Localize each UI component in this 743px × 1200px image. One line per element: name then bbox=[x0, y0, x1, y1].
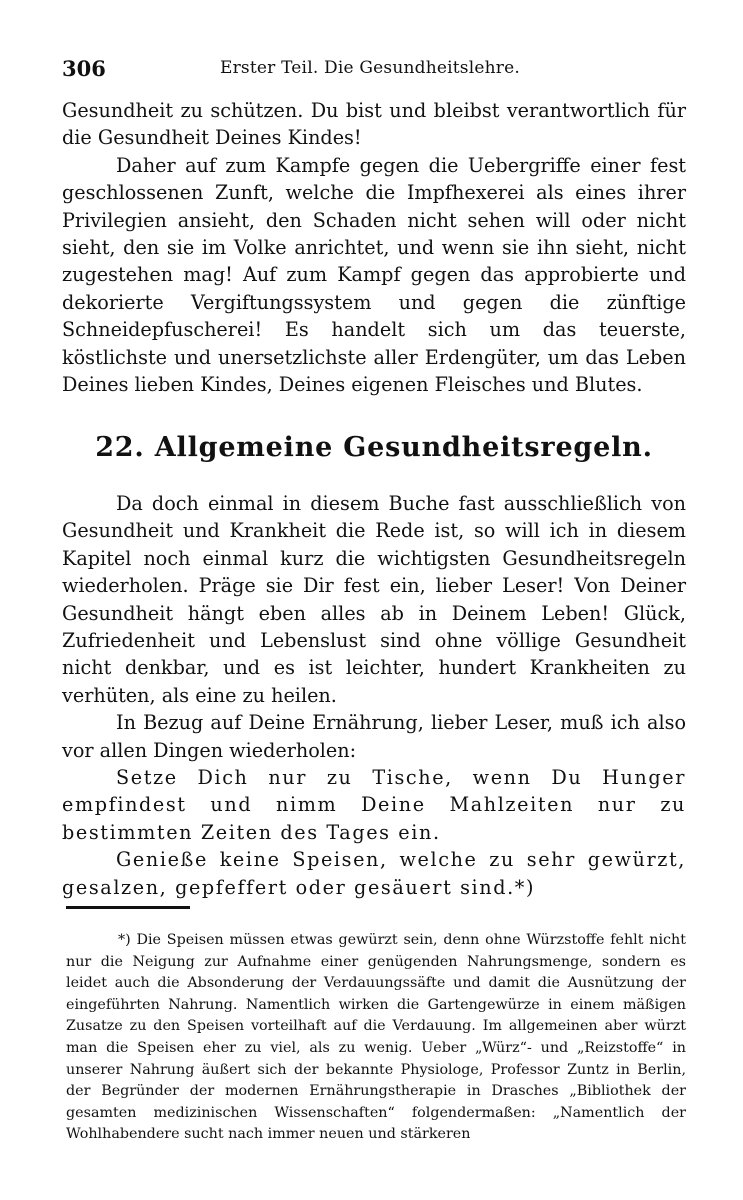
running-head: Erster Teil. Die Gesundheitslehre. bbox=[220, 58, 520, 78]
footnote-separator bbox=[66, 906, 190, 909]
footnote-text: *) Die Speisen müssen etwas gewürzt sein, denn ohne Würzstoffe fehlt nicht nur die Neigung zur Aufnahme einer genügenden Nahrungsmenge, sondern es leidet auch die Absonderung der Verdauungssäfte und damit die Ausnützung der eingeführten Nahrung. Namentlich wirken die Gartengewürze in einem mäßigen Zusatze zu den Speisen vorteilhaft auf die Verdauung. Im allgemeinen aber würzt man die Speisen eher zu viel, als zu wenig. Ueber „Würz“- und „Reizstoffe“ in unserer Nahrung äußert sich der bekannte Physiologe, Professor Zuntz in Berlin, der Begründer der modernen Ernährungstherapie in Drasches „Bibliothek der gesamten medizinischen Wissenschaften“ folgendermaßen: „Namentlich der Wohlhabendere sucht nach immer neuen und stärkeren bbox=[66, 932, 686, 1143]
section-text-block bbox=[62, 490, 686, 901]
continued-text-block bbox=[62, 97, 686, 398]
continued-paragraph: Gesundheit zu schützen. Du bist und bleibst verantwortlich für die Gesundheit Deines Kindes! bbox=[62, 99, 686, 150]
nutrition-paragraph: In Bezug auf Deine Ernährung, lieber Leser, muß ich also vor allen Dingen wiederholen: bbox=[62, 711, 686, 762]
intro-paragraph: Da doch einmal in diesem Buche fast ausschließlich von Gesundheit und Krankheit die Rede ist, so will ich in diesem Kapitel noch einmal kurz die wichtigsten Gesundheitsregeln wiederholen. Präge sie Dir fest ein, lieber Leser! Von Deiner Gesundheit hängt eben alles ab in Deinem Leben! Glück, Zufriedenheit und Lebenslust sind ohne völlige Gesundheit nicht denkbar, und es ist leichter, hundert Krankheiten zu verhüten, als eine zu heilen. bbox=[62, 492, 686, 707]
rule-paragraph-spices: Genieße keine Speisen, welche zu sehr gewürzt, gesalzen, gepfeffert oder gesäuert sind.*) bbox=[62, 848, 686, 899]
rule-paragraph-hunger: Setze Dich nur zu Tische, wenn Du Hunger empfindest und nimm Deine Mahlzeiten nur zu bestimmten Zeiten des Tages ein. bbox=[62, 766, 686, 844]
section-title: 22. Allgemeine Gesundheitsregeln. bbox=[95, 432, 653, 463]
footnote bbox=[66, 930, 686, 1146]
page-header bbox=[62, 56, 692, 86]
vaccination-paragraph: Daher auf zum Kampfe gegen die Uebergriffe einer fest geschlossenen Zunft, welche die Impfhexerei als eines ihrer Privilegien ansieht, den Schaden nicht sehen will oder nicht sieht, den sie im Volke anrichtet, und wenn sie ihn sieht, nicht zugestehen mag! Auf zum Kampf gegen das approbierte und dekorierte Vergiftungssystem und gegen die zünftige Schneidepfuscherei! Es handelt sich um das teuerste, köstlichste und unersetzlichste aller Erdengüter, um das Leben Deines lieben Kindes, Deines eigenen Fleisches und Blutes. bbox=[62, 153, 686, 397]
page-number: 306 bbox=[62, 56, 106, 81]
